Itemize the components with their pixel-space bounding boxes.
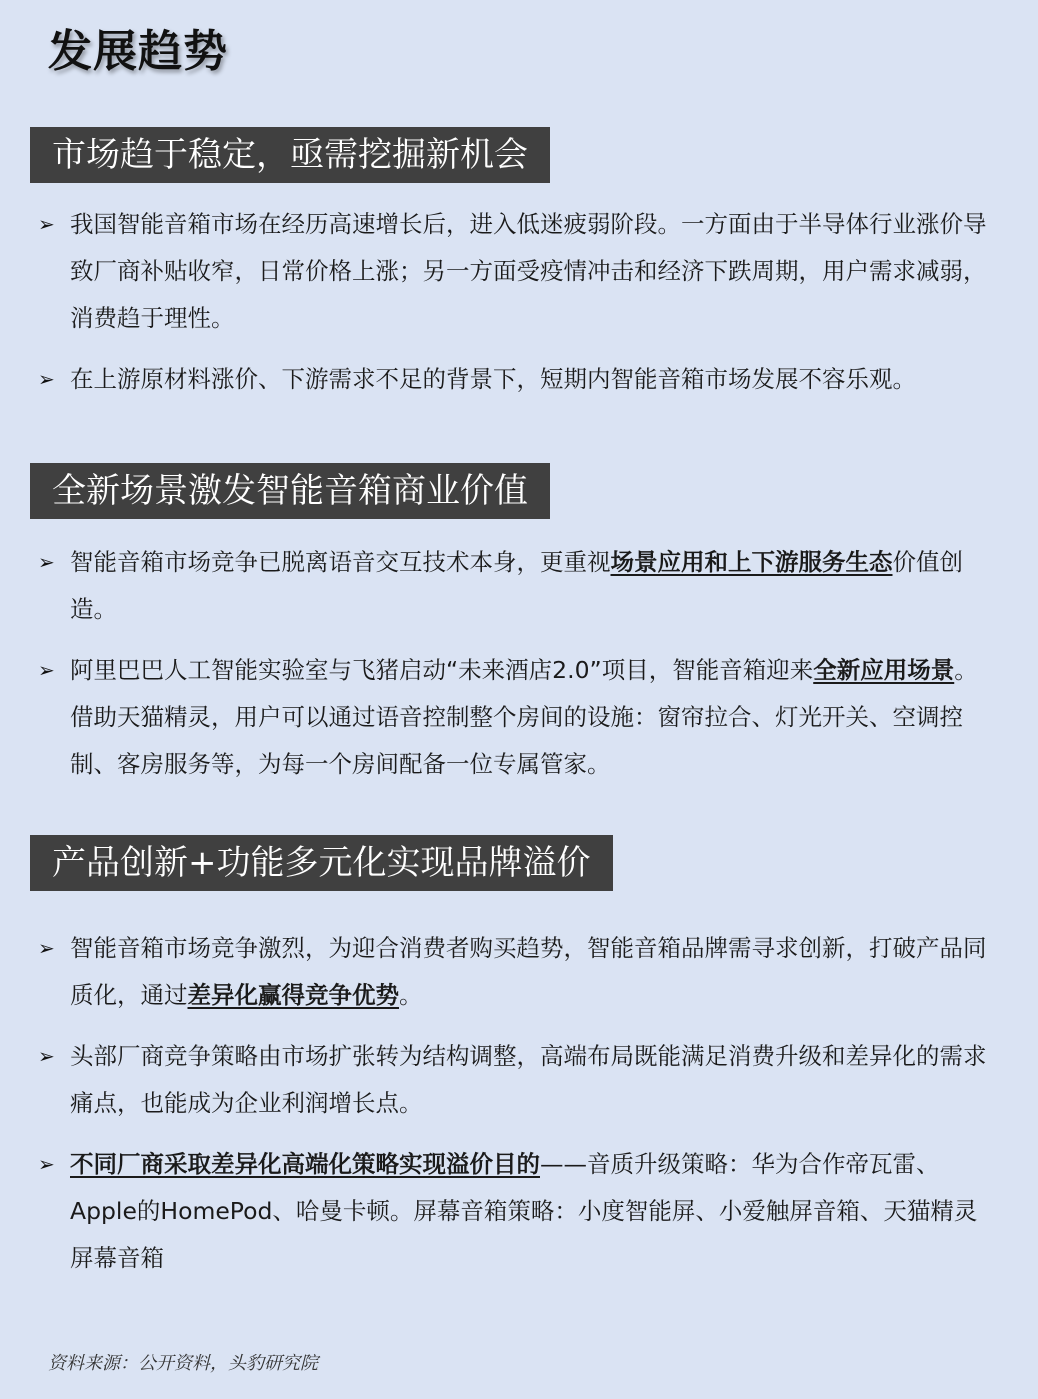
section-product-innovation [30,835,1000,1296]
arrow-bullet-icon: ➢ [38,658,55,682]
arrow-bullet-icon: ➢ [38,936,55,960]
bullet-text: 头部厂商竞争策略由市场扩张转为结构调整，高端布局既能满足消费升级和差异化的需求痛点，也能成为企业利润增长点。 [70,1042,987,1117]
page-title: 发展趋势 [48,26,228,77]
arrow-bullet-icon: ➢ [38,550,55,574]
bullet-text: 价值创造。 [70,548,963,623]
list-item [30,539,1000,633]
bullet-text: 我国智能音箱市场在经历高速增长后，进入低迷疲弱阶段。一方面由于半导体行业涨价导致厂商补贴收窄，日常价格上涨；另一方面受疫情冲击和经济下跌周期，用户需求减弱，消费趋于理性。 [70,210,987,332]
section-market-stable [30,127,1000,417]
list-item [30,201,1000,342]
section-new-scenarios [30,463,1000,802]
section-header: 产品创新+功能多元化实现品牌溢价 [30,835,613,891]
emphasized-text: 场景应用和上下游服务生态 [610,548,893,576]
section-header: 全新场景激发智能音箱商业价值 [30,463,550,519]
source-note: 资料来源：公开资料，头豹研究院 [48,1353,318,1374]
bullet-list [30,925,1000,1282]
bullet-text: 在上游原材料涨价、下游需求不足的背景下，短期内智能音箱市场发展不容乐观。 [70,365,916,393]
bullet-text: 。 [399,981,423,1009]
emphasized-text: 全新应用场景 [813,656,955,684]
bullet-list [30,539,1000,788]
arrow-bullet-icon: ➢ [38,367,55,391]
emphasized-text: 不同厂商采取差异化高端化策略实现溢价目的 [70,1150,540,1178]
arrow-bullet-icon: ➢ [38,1044,55,1068]
bullet-text: ——音质升级策略：华为合作帝瓦雷、Apple的HomePod、哈曼卡顿。屏幕音箱策略：小度智能屏、小爱触屏音箱、天猫精灵屏幕音箱 [70,1150,978,1272]
section-header: 市场趋于稳定，亟需挖掘新机会 [30,127,550,183]
bullet-text: 智能音箱市场竞争已脱离语音交互技术本身，更重视 [70,548,611,576]
list-item [30,356,1000,403]
bullet-text: 阿里巴巴人工智能实验室与飞猪启动“未来酒店2.0”项目，智能音箱迎来 [70,656,814,684]
bullet-text: 。借助天猫精灵，用户可以通过语音控制整个房间的设施：窗帘拉合、灯光开关、空调控制、客房服务等，为每一个房间配备一位专属管家。 [70,656,978,778]
emphasized-text: 差异化赢得竞争优势 [187,981,399,1009]
arrow-bullet-icon: ➢ [38,1152,55,1176]
arrow-bullet-icon: ➢ [38,212,55,236]
list-item [30,925,1000,1019]
list-item [30,1141,1000,1282]
list-item [30,647,1000,788]
bullet-list [30,201,1000,403]
bullet-text: 智能音箱市场竞争激烈，为迎合消费者购买趋势，智能音箱品牌需寻求创新，打破产品同质化，通过 [70,934,987,1009]
list-item [30,1033,1000,1127]
